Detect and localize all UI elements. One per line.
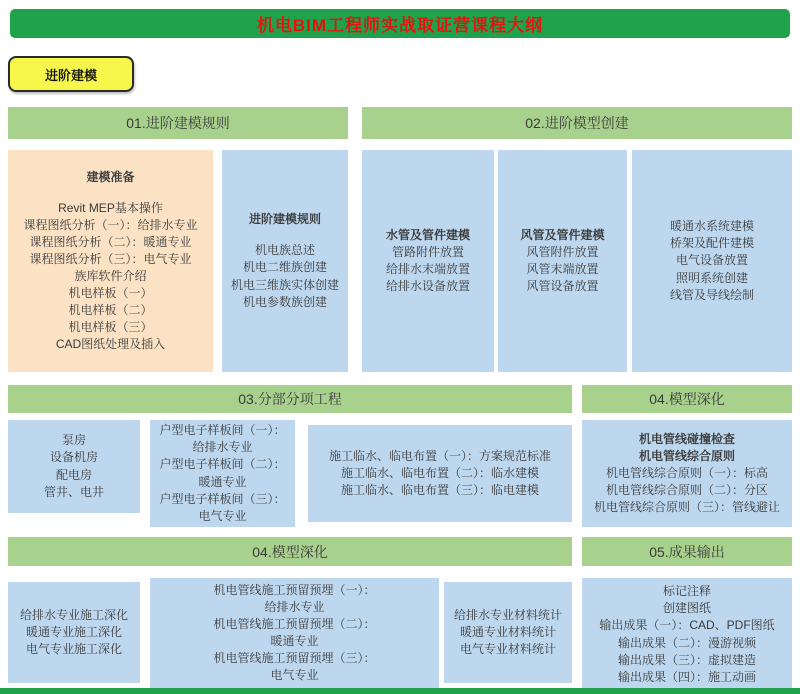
page-title-bar [10,9,790,38]
box-unit-sample-rooms-lines: 户型电子样板间（一）： 给排水专业 户型电子样板间（二）： 暖通专业 户型电子样板间（三）： 电气专业 [159,423,286,523]
page-title: 机电BIM工程师实战取证营课程大纲 [256,16,544,35]
section-header-02-advanced-model-creation: 02.进阶模型创建 [362,107,792,139]
box-mep-clash-check-titles: 机电管线碰撞检查 机电管线综合原则 [638,431,735,463]
box-mep-clash-check [582,420,792,527]
box-embedded-reservation [150,578,439,688]
box-hvac-electrical-modeling-lines: 暖通水系统建模 桥架及配件建模 电气设备放置 照明系统创建 线管及导线绘制 [669,219,754,302]
box-advanced-modeling-rules-title: 进阶建模规则 [248,212,321,227]
box-equipment-rooms-lines: 泵房 设备机房 配电房 管井、电井 [43,433,104,499]
box-modeling-preparation [8,150,213,372]
section-header-04-model-deepening-bottom: 04.模型深化 [8,537,572,566]
box-duct-fitting-modeling-lines: 风管附件放置 风管末端放置 风管设备放置 [526,244,599,294]
section-header-04-model-deepening-right: 04.模型深化 [582,385,792,413]
section-header-01-advanced-modeling-rules: 01.进阶建模规则 [8,107,348,139]
box-duct-fitting-modeling [498,150,627,372]
box-pipe-fitting-modeling [362,150,494,372]
box-material-statistics [444,582,572,683]
box-duct-fitting-modeling-title: 风管及管件建模 [520,227,605,242]
section-header-03-sub-projects: 03.分部分项工程 [8,385,572,413]
box-temporary-water-power-layout-lines: 施工临水、临电布置（一）：方案规范标准 施工临水、临电布置（二）：临水建模 施工临水、临电布置（三）：临电建模 [328,448,551,498]
box-deliverables-output [582,578,792,691]
section-header-05-deliverables-output: 05.成果输出 [582,537,792,566]
box-temporary-water-power-layout [308,425,572,522]
stage-badge-label: 进阶建模 [44,67,97,83]
box-hvac-electrical-modeling [632,150,792,372]
box-construction-deepening-lines: 给排水专业施工深化 暖通专业施工深化 电气专业施工深化 [19,607,128,657]
box-material-statistics-lines: 给排水专业材料统计 暖通专业材料统计 电气专业材料统计 [453,607,562,657]
box-modeling-preparation-lines: Revit MEP基本操作 课程图纸分析（一）：给排水专业 课程图纸分析（二）：暖通专业 课程图纸分析（三）：电气专业 族库软件介绍 机电样板（一） 机电样板（二） 机电样板（三） CAD图纸处理及插入 [23,200,198,352]
box-advanced-modeling-rules [222,150,348,372]
bottom-divider [0,688,800,694]
box-pipe-fitting-modeling-lines: 管路附件放置 给排水末端放置 给排水设备放置 [385,244,470,294]
box-modeling-preparation-title: 建模准备 [86,169,135,184]
box-mep-clash-check-lines: 机电管线综合原则（一）：标高 机电管线综合原则（二）：分区 机电管线综合原则（三）：管线避让 [593,465,780,515]
box-unit-sample-rooms [150,420,295,527]
stage-badge [8,56,134,92]
box-equipment-rooms [8,420,140,513]
box-advanced-modeling-rules-lines: 机电族总述 机电二维族创建 机电三维族实体创建 机电参数族创建 [230,243,339,309]
box-construction-deepening [8,582,140,683]
box-pipe-fitting-modeling-title: 水管及管件建模 [385,227,470,242]
box-deliverables-output-lines: 标记注释 创建图纸 输出成果（一）：CAD、PDF图纸 输出成果（二）：漫游视频 输出成果（三）：虚拟建造 输出成果（四）：施工动画 [599,584,775,684]
box-embedded-reservation-lines: 机电管线施工预留预埋（一）： 给排水专业 机电管线施工预留预埋（二）： 暖通专业 机电管线施工预留预埋（三）： 电气专业 [213,582,376,683]
